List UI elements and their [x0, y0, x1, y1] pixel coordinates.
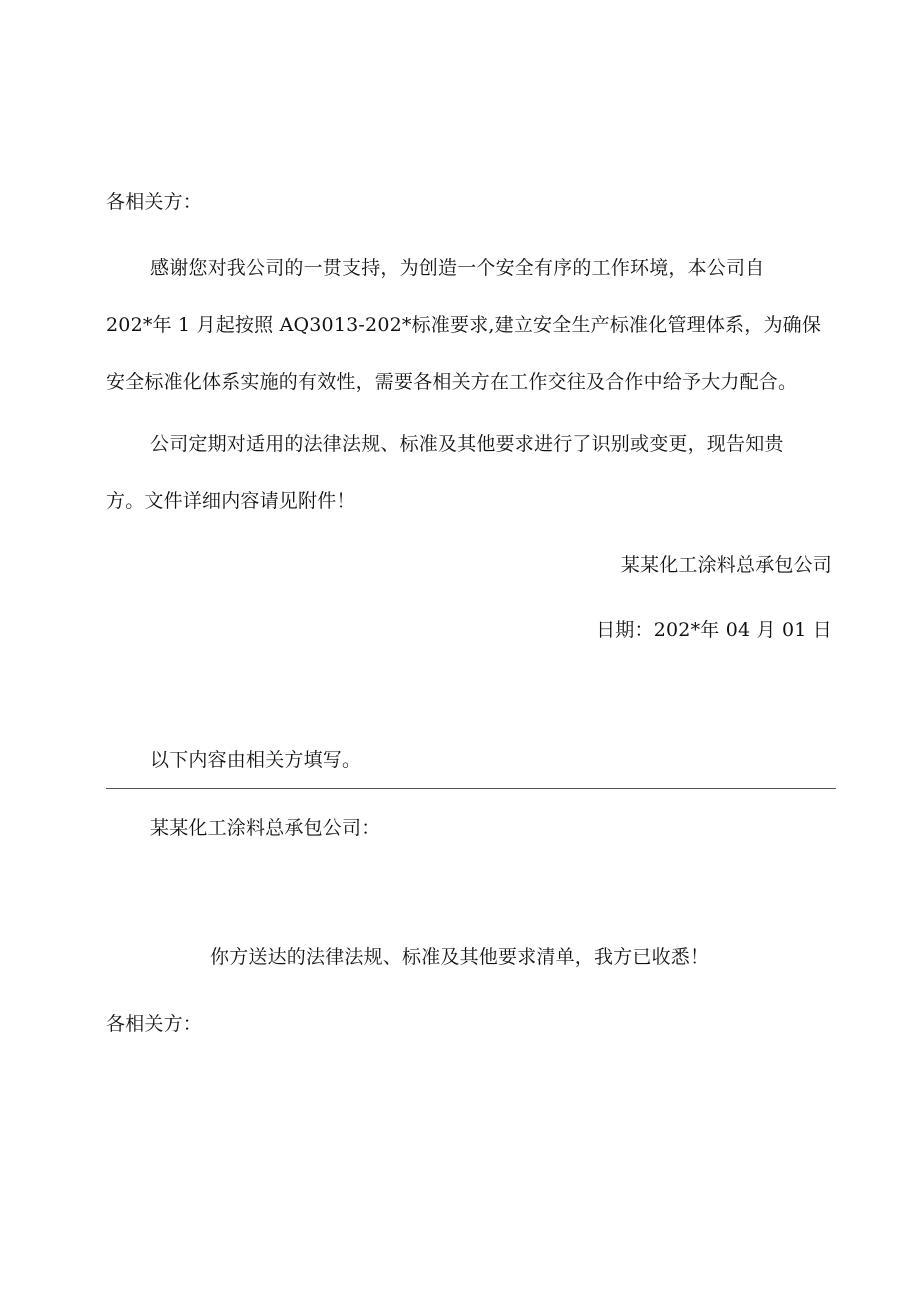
reply-addressee: 某某化工涂料总承包公司：: [150, 817, 381, 839]
reply-signature-label: 各相关方：: [106, 1013, 203, 1035]
company-signature: 某某化工涂料总承包公司: [620, 554, 832, 576]
salutation: 各相关方：: [106, 191, 203, 213]
paragraph1-line1: 感谢您对我公司的一贯支持，为创造一个安全有序的工作环境，本公司自: [150, 257, 765, 279]
section-divider: [106, 788, 836, 789]
reply-instruction: 以下内容由相关方填写。: [150, 749, 362, 771]
paragraph2-line2: 方。文件详细内容请见附件！: [106, 490, 356, 512]
receipt-statement: 你方送达的法律法规、标准及其他要求清单，我方已收悉！: [210, 946, 710, 968]
paragraph1-line3: 安全标准化体系实施的有效性，需要各相关方在工作交往及合作中给予大力配合。: [106, 371, 798, 393]
letter-date: 日期：202*年 04 月 01 日: [596, 619, 832, 641]
paragraph2-line1: 公司定期对适用的法律法规、标准及其他要求进行了识别或变更，现告知贵: [150, 433, 784, 455]
paragraph1-line2: 202*年 1 月起按照 AQ3013-202*标准要求,建立安全生产标准化管理体系，为确保: [106, 314, 822, 336]
